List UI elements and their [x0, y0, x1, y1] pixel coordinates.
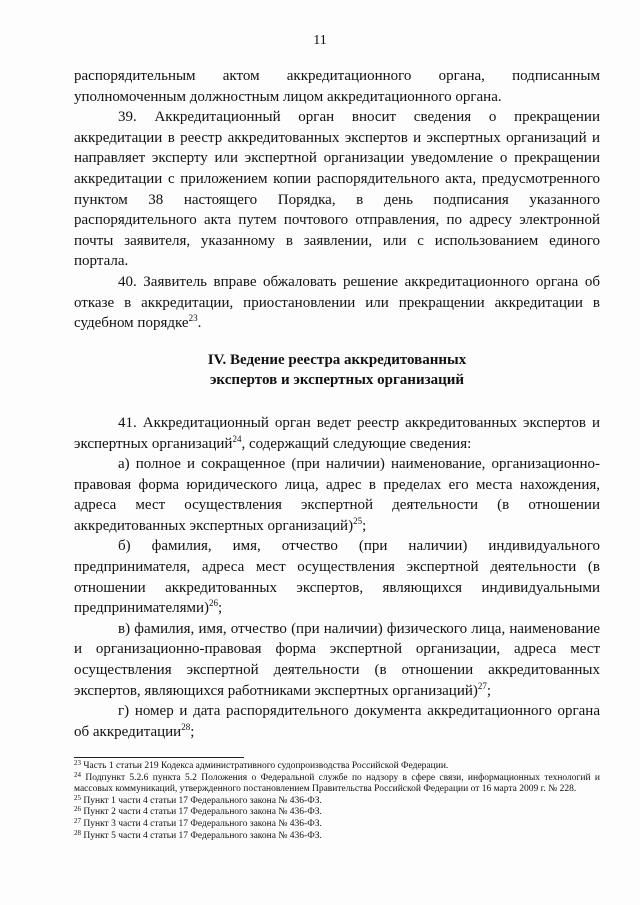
footnote-23 [74, 761, 600, 773]
section-heading [74, 350, 600, 391]
subparagraph-g-text: г) номер и дата распорядительного документа аккредитационного органа об аккредитации [74, 703, 600, 740]
paragraph-40 [74, 272, 600, 334]
paragraph-39: 39. Аккредитационный орган вносит сведения о прекращении аккредитации в реестр аккредитованных экспертов и экспертных организаций и направляет эксперту или экспертной организации уведомление о прекращении аккредитации с приложением копии распорядительного акта, предусмотренного пунктом 38 настоящего Порядка, в день подписания указанного распорядительного акта путем почтового отправления, по адресу электронной почты заявителя, указанному в заявлении, или с использованием единого портала. [74, 109, 600, 270]
footnote-ref-23: 23 [188, 313, 198, 324]
footnote-25 [74, 793, 600, 808]
footnotes [74, 761, 600, 842]
subparagraph-b [74, 536, 600, 618]
paragraph-40-end: . [197, 315, 202, 332]
footnote-number: 26 [74, 805, 81, 814]
footnote-number: 28 [74, 828, 81, 837]
subparagraph-b-end: ; [218, 600, 223, 617]
paragraph-40-text: 40. Заявитель вправе обжаловать решение аккредитационного органа об отказе в аккредитации, приостановлении или прекращении аккредитации в судебном порядке [74, 273, 600, 332]
subparagraph-g-end: ; [190, 723, 195, 740]
footnote-text: Пункт 2 части 4 статьи 17 Федерального закона № 436-ФЗ. [83, 807, 322, 818]
footnote-26 [74, 807, 600, 819]
footnote-ref-24: 24 [232, 433, 242, 444]
heading-line-1: IV. Ведение реестра аккредитованных [207, 351, 467, 368]
footnote-ref-28: 28 [181, 721, 191, 732]
heading-line-2: экспертов и экспертных организаций [209, 372, 465, 389]
paragraph-41 [74, 413, 600, 454]
footnote-number: 24 [74, 770, 81, 779]
footnote-28 [74, 828, 600, 843]
footnote-text: Пункт 1 части 4 статьи 17 Федерального закона № 436-ФЗ. [83, 795, 322, 806]
footnote-ref-26: 26 [209, 598, 218, 609]
footnote-number: 25 [74, 793, 81, 802]
footnote-ref-25: 25 [353, 515, 363, 526]
subparagraph-b-text: б) фамилия, имя, отчество (при наличии) индивидуального предпринимателя, адреса мест осуществления экспертной деятельности (в отношении аккредитованных экспертов, являющихся индивидуальными предпринимателями) [74, 538, 600, 617]
footnote-separator [74, 757, 244, 758]
footnote-27 [74, 816, 600, 831]
paragraph-41-text: 41. Аккредитационный орган ведет реестр аккредитованных экспертов и экспертных организаций [74, 414, 600, 452]
footnote-24 [74, 770, 601, 796]
subparagraph-a-end: ; [362, 517, 367, 534]
subparagraph-v [74, 619, 600, 701]
subparagraph-v-text: в) фамилия, имя, отчество (при наличии) физического лица, наименование и организационно-правовая форма экспертной организации, адреса мест осуществления экспертной деятельности (в отношении аккредитованных экспертов, являющихся работниками экспертных организаций) [74, 620, 600, 699]
document-body [74, 66, 600, 742]
paragraph-41-end: , содержащий следующие сведения: [241, 435, 472, 452]
page-number: 11 [313, 33, 327, 48]
footnote-text: Подпункт 5.2.6 пункта 5.2 Положения о Федеральной службе по надзору в сфере связи, информационных технологий и массовых коммуникаций, утвержденного постановлением Правительства Российской Федерации от 16 марта 2009 г. № 228. [74, 772, 601, 795]
footnote-text: Часть 1 статьи 219 Кодекса административного судопроизводства Российской Федерации. [83, 761, 449, 771]
footnote-number: 27 [74, 816, 81, 825]
subparagraph-v-end: ; [486, 682, 492, 699]
footnote-ref-27: 27 [477, 680, 487, 691]
subparagraph-a-text: а) полное и сокращенное (при наличии) наименование, организационно-правовая форма юридического лица, адрес в пределах его места нахождения, адреса мест осуществления экспертной деятельности (в отношении аккредитованных экспертных организаций) [74, 456, 600, 534]
subparagraph-g [74, 701, 600, 742]
paragraph-continuation: распорядительным актом аккредитационного органа, подписанным уполномоченным должностным лицом аккредитационного органа. [74, 68, 600, 105]
footnote-text: Пункт 3 части 4 статьи 17 Федерального закона № 436-ФЗ. [83, 818, 322, 829]
subparagraph-a [74, 454, 600, 536]
footnote-text: Пункт 5 части 4 статьи 17 Федерального закона № 436-ФЗ. [83, 830, 322, 841]
footnote-number: 23 [74, 759, 81, 767]
